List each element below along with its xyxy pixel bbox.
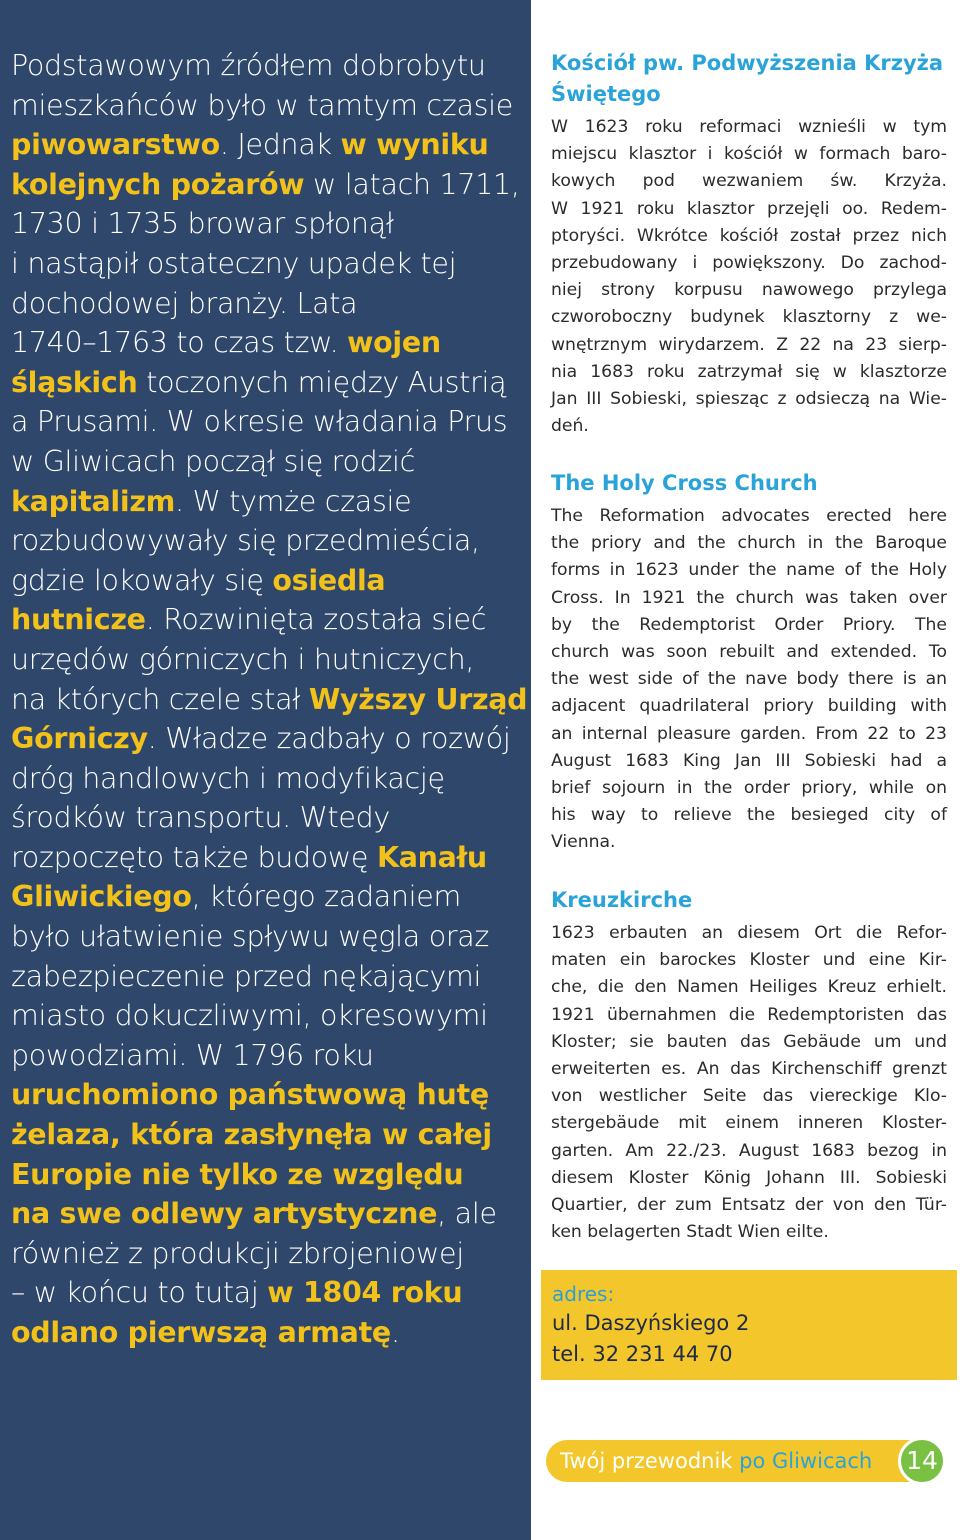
english-text-line: church was soon rebuilt and extended. To	[551, 642, 947, 663]
article-line	[11, 363, 517, 403]
body-text: zabezpieczenie przed nękającymi	[11, 959, 482, 993]
article-line	[11, 1155, 517, 1195]
article-line	[11, 244, 517, 284]
english-text-line: an internal pleasure garden. From 22 to 23	[551, 723, 947, 744]
article-line	[11, 877, 517, 917]
body-text: dochodowej branży. Lata	[11, 286, 358, 320]
page-number-badge: 14	[898, 1437, 946, 1485]
polish-section	[551, 48, 947, 440]
german-paragraph	[551, 920, 947, 1246]
article-line	[11, 482, 517, 522]
german-text-line: garten. Am 22./23. August 1683 bezog in	[551, 1140, 947, 1161]
body-text: a Prusami. W okresie władania Prus	[11, 405, 508, 439]
german-text-line: ken belagerten Stadt Wien eilte.	[551, 1222, 829, 1243]
polish-text-line: miejscu klasztor i kościół w formach baro-	[551, 144, 947, 165]
article-line	[11, 600, 517, 640]
polish-text-line: W 1921 roku klasztor przejęli oo. Redem-	[551, 198, 947, 219]
body-text: , ale	[437, 1197, 497, 1231]
polish-text-line: kowych pod wezwaniem św. Krzyża.	[551, 171, 947, 192]
highlighted-text: Górniczy	[11, 722, 148, 756]
english-text-line: The Reformation advocates erected here	[551, 506, 947, 526]
highlighted-text: wojen	[347, 326, 441, 360]
english-section	[551, 468, 947, 857]
article-line	[11, 204, 517, 244]
polish-paragraph	[551, 114, 947, 440]
german-text-line: 1623 erbauten an diesem Ort die Refor-	[551, 923, 947, 943]
highlighted-text: śląskich	[11, 365, 138, 399]
body-text: . Rozwinięta została sieć	[145, 603, 487, 637]
highlighted-text: w wyniku	[340, 128, 489, 162]
polish-text-line: nia 1683 roku zatrzymał się w klasztorze	[551, 361, 947, 382]
polish-text-line: niej strony korpusu nawowego przylega	[551, 280, 947, 301]
body-text: 1740–1763 to czas tzw.	[11, 326, 348, 360]
footer-title-part2: po Gliwicach	[739, 1449, 873, 1473]
highlighted-text: hutnicze	[11, 603, 146, 637]
article-line	[11, 1115, 517, 1155]
article-line	[11, 125, 517, 165]
article-line	[11, 759, 517, 799]
english-text-line: the west side of the nave body there is an	[551, 669, 947, 690]
highlighted-text: piwowarstwo	[11, 128, 220, 162]
english-text-line: brief sojourn in the order priory, while on	[551, 778, 947, 799]
german-text-line: von westlicher Seite das viereckige Klo-	[551, 1086, 947, 1107]
address-label: adres:	[552, 1282, 615, 1306]
english-text-line: by the Redemptorist Order Priory. The	[551, 614, 947, 635]
polish-heading-line: Kościół pw. Podwyższenia Krzyża	[551, 51, 944, 75]
article-line	[11, 719, 517, 759]
german-text-line: 1921 übernahmen die Redemptoristen das	[551, 1004, 947, 1025]
body-text: powodziami. W 1796 roku	[11, 1038, 374, 1072]
body-text: urzędów górniczych i hutniczych,	[11, 642, 475, 676]
article-line	[11, 1036, 517, 1076]
english-text-line: August 1683 King Jan III Sobieski had a	[551, 750, 947, 771]
polish-heading-line: Świętego	[551, 82, 661, 106]
highlighted-text: osiedla	[272, 563, 386, 597]
polish-text-line: W 1623 roku reformaci wznieśli w tym	[551, 117, 947, 137]
body-text: dróg handlowych i modyfikację	[11, 761, 445, 795]
polish-text-line: czworoboczny budynek klasztorny z we-	[551, 307, 947, 328]
body-text: , którego zadaniem	[191, 880, 461, 914]
body-text: Podstawowym źródłem dobrobytu	[11, 49, 486, 82]
english-text-line: Cross. In 1921 the church was taken over	[551, 587, 947, 608]
highlighted-text: kapitalizm	[11, 484, 176, 518]
body-text: toczonych między Austrią	[137, 365, 507, 399]
highlighted-text: odlano pierwszą armatę	[11, 1316, 391, 1349]
body-text: .	[390, 1316, 400, 1349]
article-line	[11, 323, 517, 363]
address-street: ul. Daszyńskiego 2	[552, 1311, 750, 1335]
footer-guide-banner	[546, 1440, 938, 1482]
german-text-line: diesem Kloster König Johann III. Sobieski	[551, 1167, 947, 1188]
article-line	[11, 1194, 517, 1234]
body-text: było ułatwienie spływu węgla oraz	[11, 920, 490, 954]
article-line	[11, 957, 517, 997]
article-line	[11, 402, 517, 442]
polish-text-line: wnętrznym wirydarzem. Z 22 na 23 sierp-	[551, 334, 947, 355]
body-text: mieszkańców było w tamtym czasie	[11, 88, 514, 122]
article-line	[11, 1075, 517, 1115]
highlighted-text: Gliwickiego	[11, 880, 192, 914]
highlighted-text: na swe odlewy artystyczne	[11, 1197, 438, 1231]
highlighted-text: Europie nie tylko ze względu	[11, 1157, 464, 1191]
english-text-line: forms in 1623 under the name of the Holy	[551, 560, 947, 581]
body-text: . Jednak	[219, 128, 341, 162]
article-line	[11, 640, 517, 680]
body-text: rozpoczęto także budowę	[11, 840, 377, 874]
article-line	[11, 917, 517, 957]
german-text-line: che, die den Namen Heiliges Kreuz erhielt.	[551, 977, 947, 998]
footer-title-part1: Twój przewodnik	[560, 1449, 740, 1473]
body-text: w latach 1711,	[304, 167, 520, 201]
article-line	[11, 284, 517, 324]
body-text: miasto dokuczliwymi, okresowymi	[11, 999, 488, 1033]
german-text-line: Quartier, der zum Entsatz der von den Tür-	[551, 1195, 947, 1216]
polish-text-line: deń.	[551, 416, 589, 437]
article-line	[11, 86, 517, 126]
article-line	[11, 1313, 517, 1353]
highlighted-text: Wyższy Urząd	[308, 682, 528, 716]
body-text: środków transportu. Wtedy	[11, 801, 390, 835]
article-line	[11, 46, 517, 86]
body-text: 1730 i 1735 browar spłonął	[11, 207, 394, 241]
english-text-line: adjacent quadrilateral priory building with	[551, 696, 947, 717]
article-line	[11, 798, 517, 838]
english-text-line: Vienna.	[551, 832, 616, 853]
body-text: – w końcu to tutaj	[11, 1276, 268, 1310]
highlighted-text: żelaza, która zasłynęła w całej	[11, 1118, 492, 1152]
body-text: w Gliwicach począł się rodzić	[11, 444, 416, 478]
article-line	[11, 521, 517, 561]
history-article	[11, 46, 528, 1353]
body-text: i nastąpił ostateczny upadek tej	[11, 246, 457, 280]
body-text: . Władze zadbały o rozwój	[147, 722, 511, 756]
english-text-line: the priory and the church in the Baroque	[551, 533, 947, 554]
body-text: również z produkcji zbrojeniowej	[11, 1236, 464, 1270]
body-text: rozbudowywały się przedmieścia,	[11, 524, 480, 558]
body-text: na których czele stał	[11, 682, 309, 716]
german-text-line: Kloster; sie bauten das Gebäude um und	[551, 1031, 947, 1052]
article-line	[11, 996, 517, 1036]
highlighted-text: Kanału	[376, 840, 487, 874]
english-heading: The Holy Cross Church	[551, 471, 818, 495]
article-line	[11, 1234, 517, 1274]
polish-heading	[551, 48, 947, 110]
article-line	[11, 165, 520, 205]
article-line	[11, 680, 528, 720]
address-box	[541, 1270, 957, 1380]
article-line	[11, 838, 517, 878]
article-line	[11, 1273, 517, 1313]
highlighted-text: w 1804 roku	[267, 1276, 463, 1310]
english-text-line: his way to relieve the besieged city of	[551, 805, 947, 826]
german-heading: Kreuzkirche	[551, 888, 693, 912]
german-text-line: maten ein barockes Kloster und eine Kir-	[551, 950, 947, 971]
article-line	[11, 561, 517, 601]
highlighted-text: uruchomiono państwową hutę	[11, 1078, 489, 1112]
german-text-line: erweiterten es. An das Kirchenschiff grenzt	[551, 1059, 947, 1080]
article-line	[11, 442, 517, 482]
highlighted-text: kolejnych pożarów	[11, 167, 305, 201]
german-section	[551, 885, 947, 1246]
footer-title	[560, 1447, 872, 1475]
german-text-line: stergebäude mit einem inneren Kloster-	[551, 1113, 947, 1134]
polish-text-line: ptoryści. Wkrótce kościół został przez nich	[551, 225, 947, 246]
body-text: . W tymże czasie	[175, 484, 412, 518]
polish-text-line: przebudowany i powiększony. Do zachod-	[551, 253, 947, 274]
english-paragraph	[551, 503, 947, 857]
body-text: gdzie lokowały się	[11, 563, 273, 597]
address-phone: tel. 32 231 44 70	[552, 1342, 733, 1366]
polish-text-line: Jan III Sobieski, spiesząc z odsieczą na Wie-	[551, 389, 947, 410]
